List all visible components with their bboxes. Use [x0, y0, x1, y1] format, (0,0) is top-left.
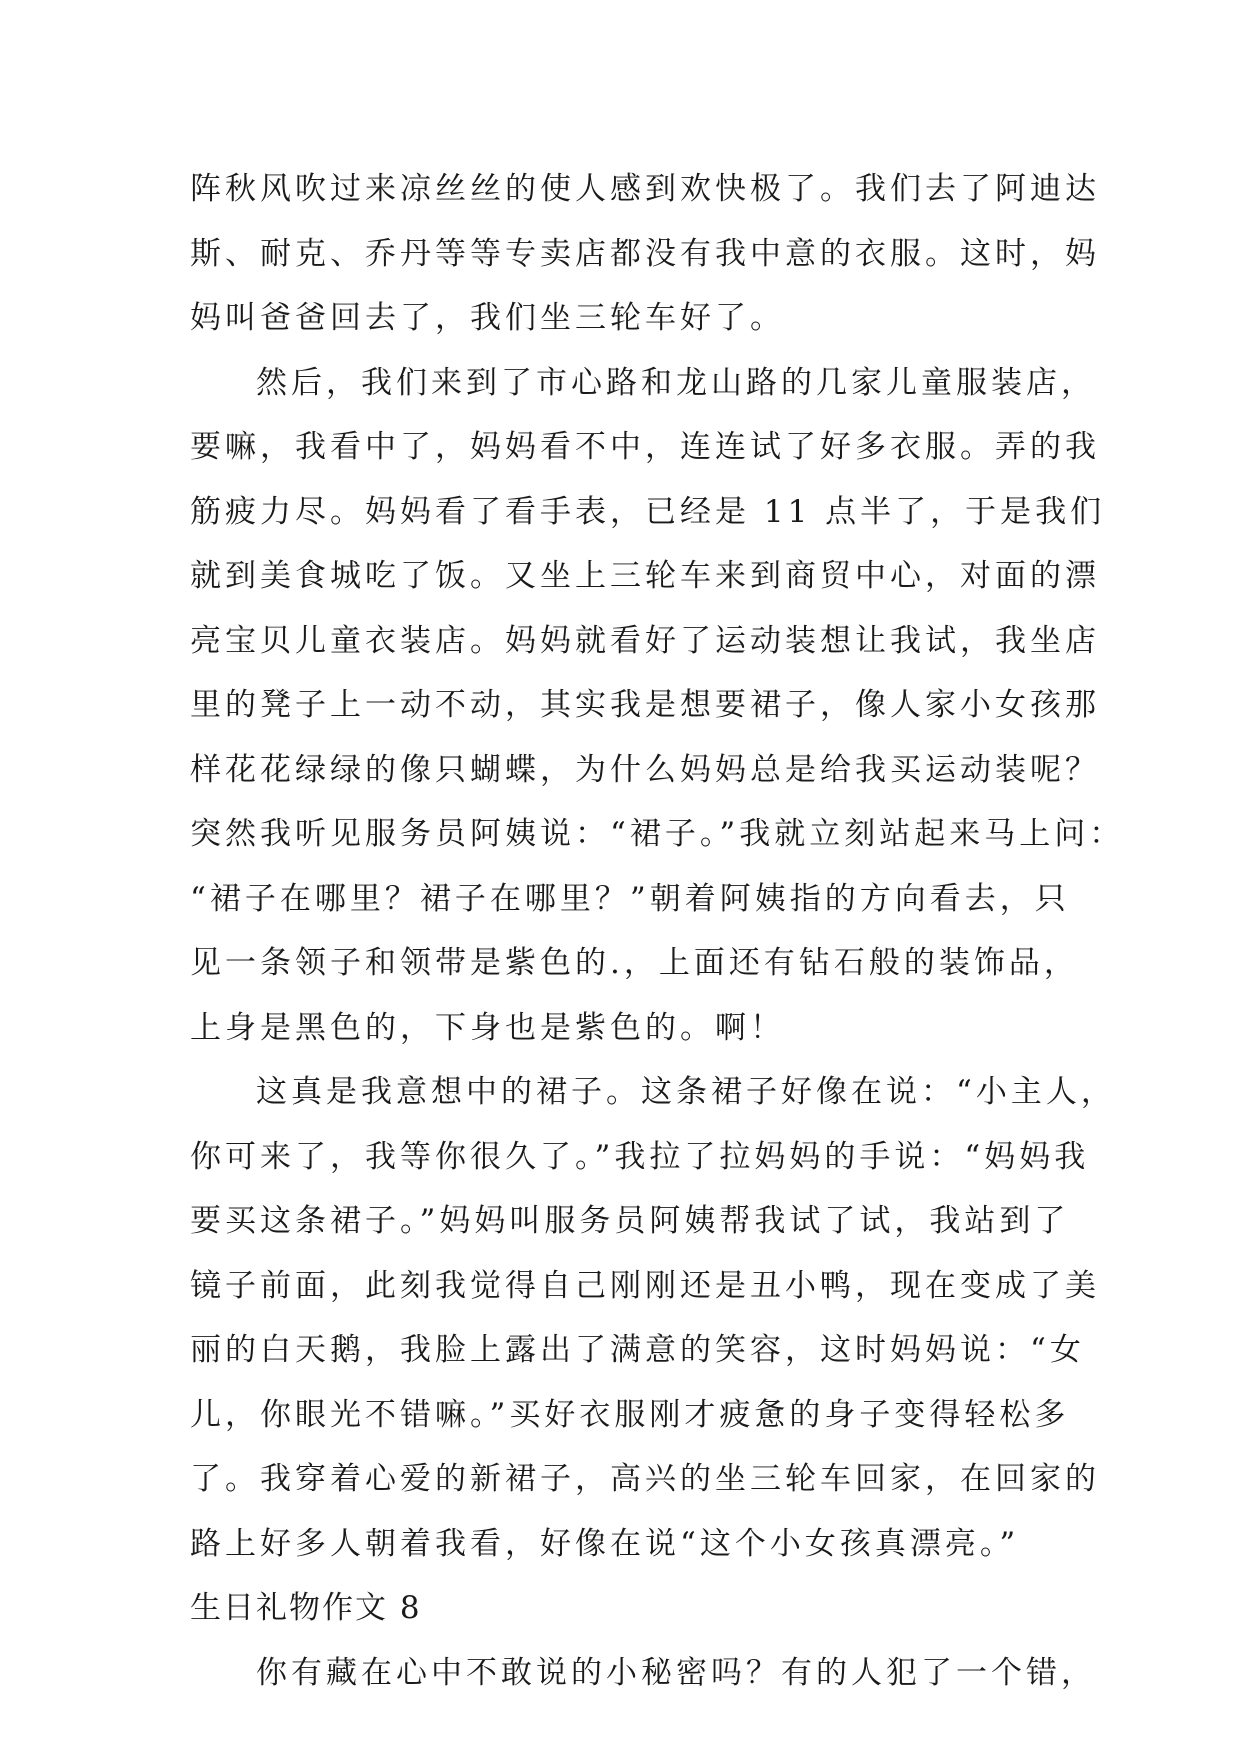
text-line: 突然我听见服务员阿姨说：“裙子。”我就立刻站起来马上问：	[190, 816, 1125, 852]
text-line: 样花花绿绿的像只蝴蝶，为什么妈妈总是给我买运动装呢？	[190, 751, 1100, 788]
text-line: 路上好多人朝着我看，好像在说“这个小女孩真漂亮。”	[190, 1525, 1020, 1562]
text-line: 丽的白天鹅，我脸上露出了满意的笑容，这时妈妈说：“女	[190, 1332, 1085, 1368]
text-line: 了。我穿着心爱的新裙子，高兴的坐三轮车回家，在回家的	[190, 1461, 1100, 1497]
text-line: 要嘛，我看中了，妈妈看不中，连连试了好多衣服。弄的我	[190, 429, 1100, 465]
text-line: 亮宝贝儿童衣装店。妈妈就看好了运动装想让我试，我坐店	[190, 622, 1100, 659]
closing-line: 你有藏在心中不敢说的小秘密吗？有的人犯了一个错，	[256, 1654, 1096, 1691]
text-line: 妈叫爸爸回去了，我们坐三轮车好了。	[190, 300, 785, 336]
text-line: 然后，我们来到了市心路和龙山路的几家儿童服装店，	[256, 364, 1096, 401]
text-line: 筋疲力尽。妈妈看了看手表，已经是 11 点半了，于是我们	[190, 493, 1106, 530]
section-heading: 生日礼物作文 8	[190, 1590, 422, 1626]
text-line: 儿，你眼光不错嘛。”买好衣服刚才疲惫的身子变得轻松多	[190, 1396, 1070, 1433]
text-line: 见一条领子和领带是紫色的.，上面还有钻石般的装饰品，	[190, 945, 1079, 981]
text-line: 上身是黑色的，下身也是紫色的。啊！	[190, 1009, 785, 1046]
text-line: 这真是我意想中的裙子。这条裙子好像在说：“小主人，	[256, 1074, 1116, 1110]
text-line: 斯、耐克、乔丹等等专卖店都没有我中意的衣服。这时，妈	[190, 235, 1100, 272]
text-line: 里的凳子上一动不动，其实我是想要裙子，像人家小女孩那	[190, 687, 1100, 723]
text-line: 阵秋风吹过来凉丝丝的使人感到欢快极了。我们去了阿迪达	[190, 171, 1100, 207]
document-body	[190, 157, 1125, 1705]
text-line: 你可来了，我等你很久了。”我拉了拉妈妈的手说：“妈妈我	[190, 1138, 1090, 1175]
text-line: 就到美食城吃了饭。又坐上三轮车来到商贸中心，对面的漂	[190, 558, 1100, 594]
text-line: 要买这条裙子。”妈妈叫服务员阿姨帮我试了试，我站到了	[190, 1203, 1070, 1239]
text-line: “裙子在哪里？裙子在哪里？”朝着阿姨指的方向看去，只	[190, 880, 1070, 917]
paragraph-lines	[190, 157, 1125, 1576]
text-line: 镜子前面，此刻我觉得自己刚刚还是丑小鸭，现在变成了美	[190, 1267, 1100, 1304]
